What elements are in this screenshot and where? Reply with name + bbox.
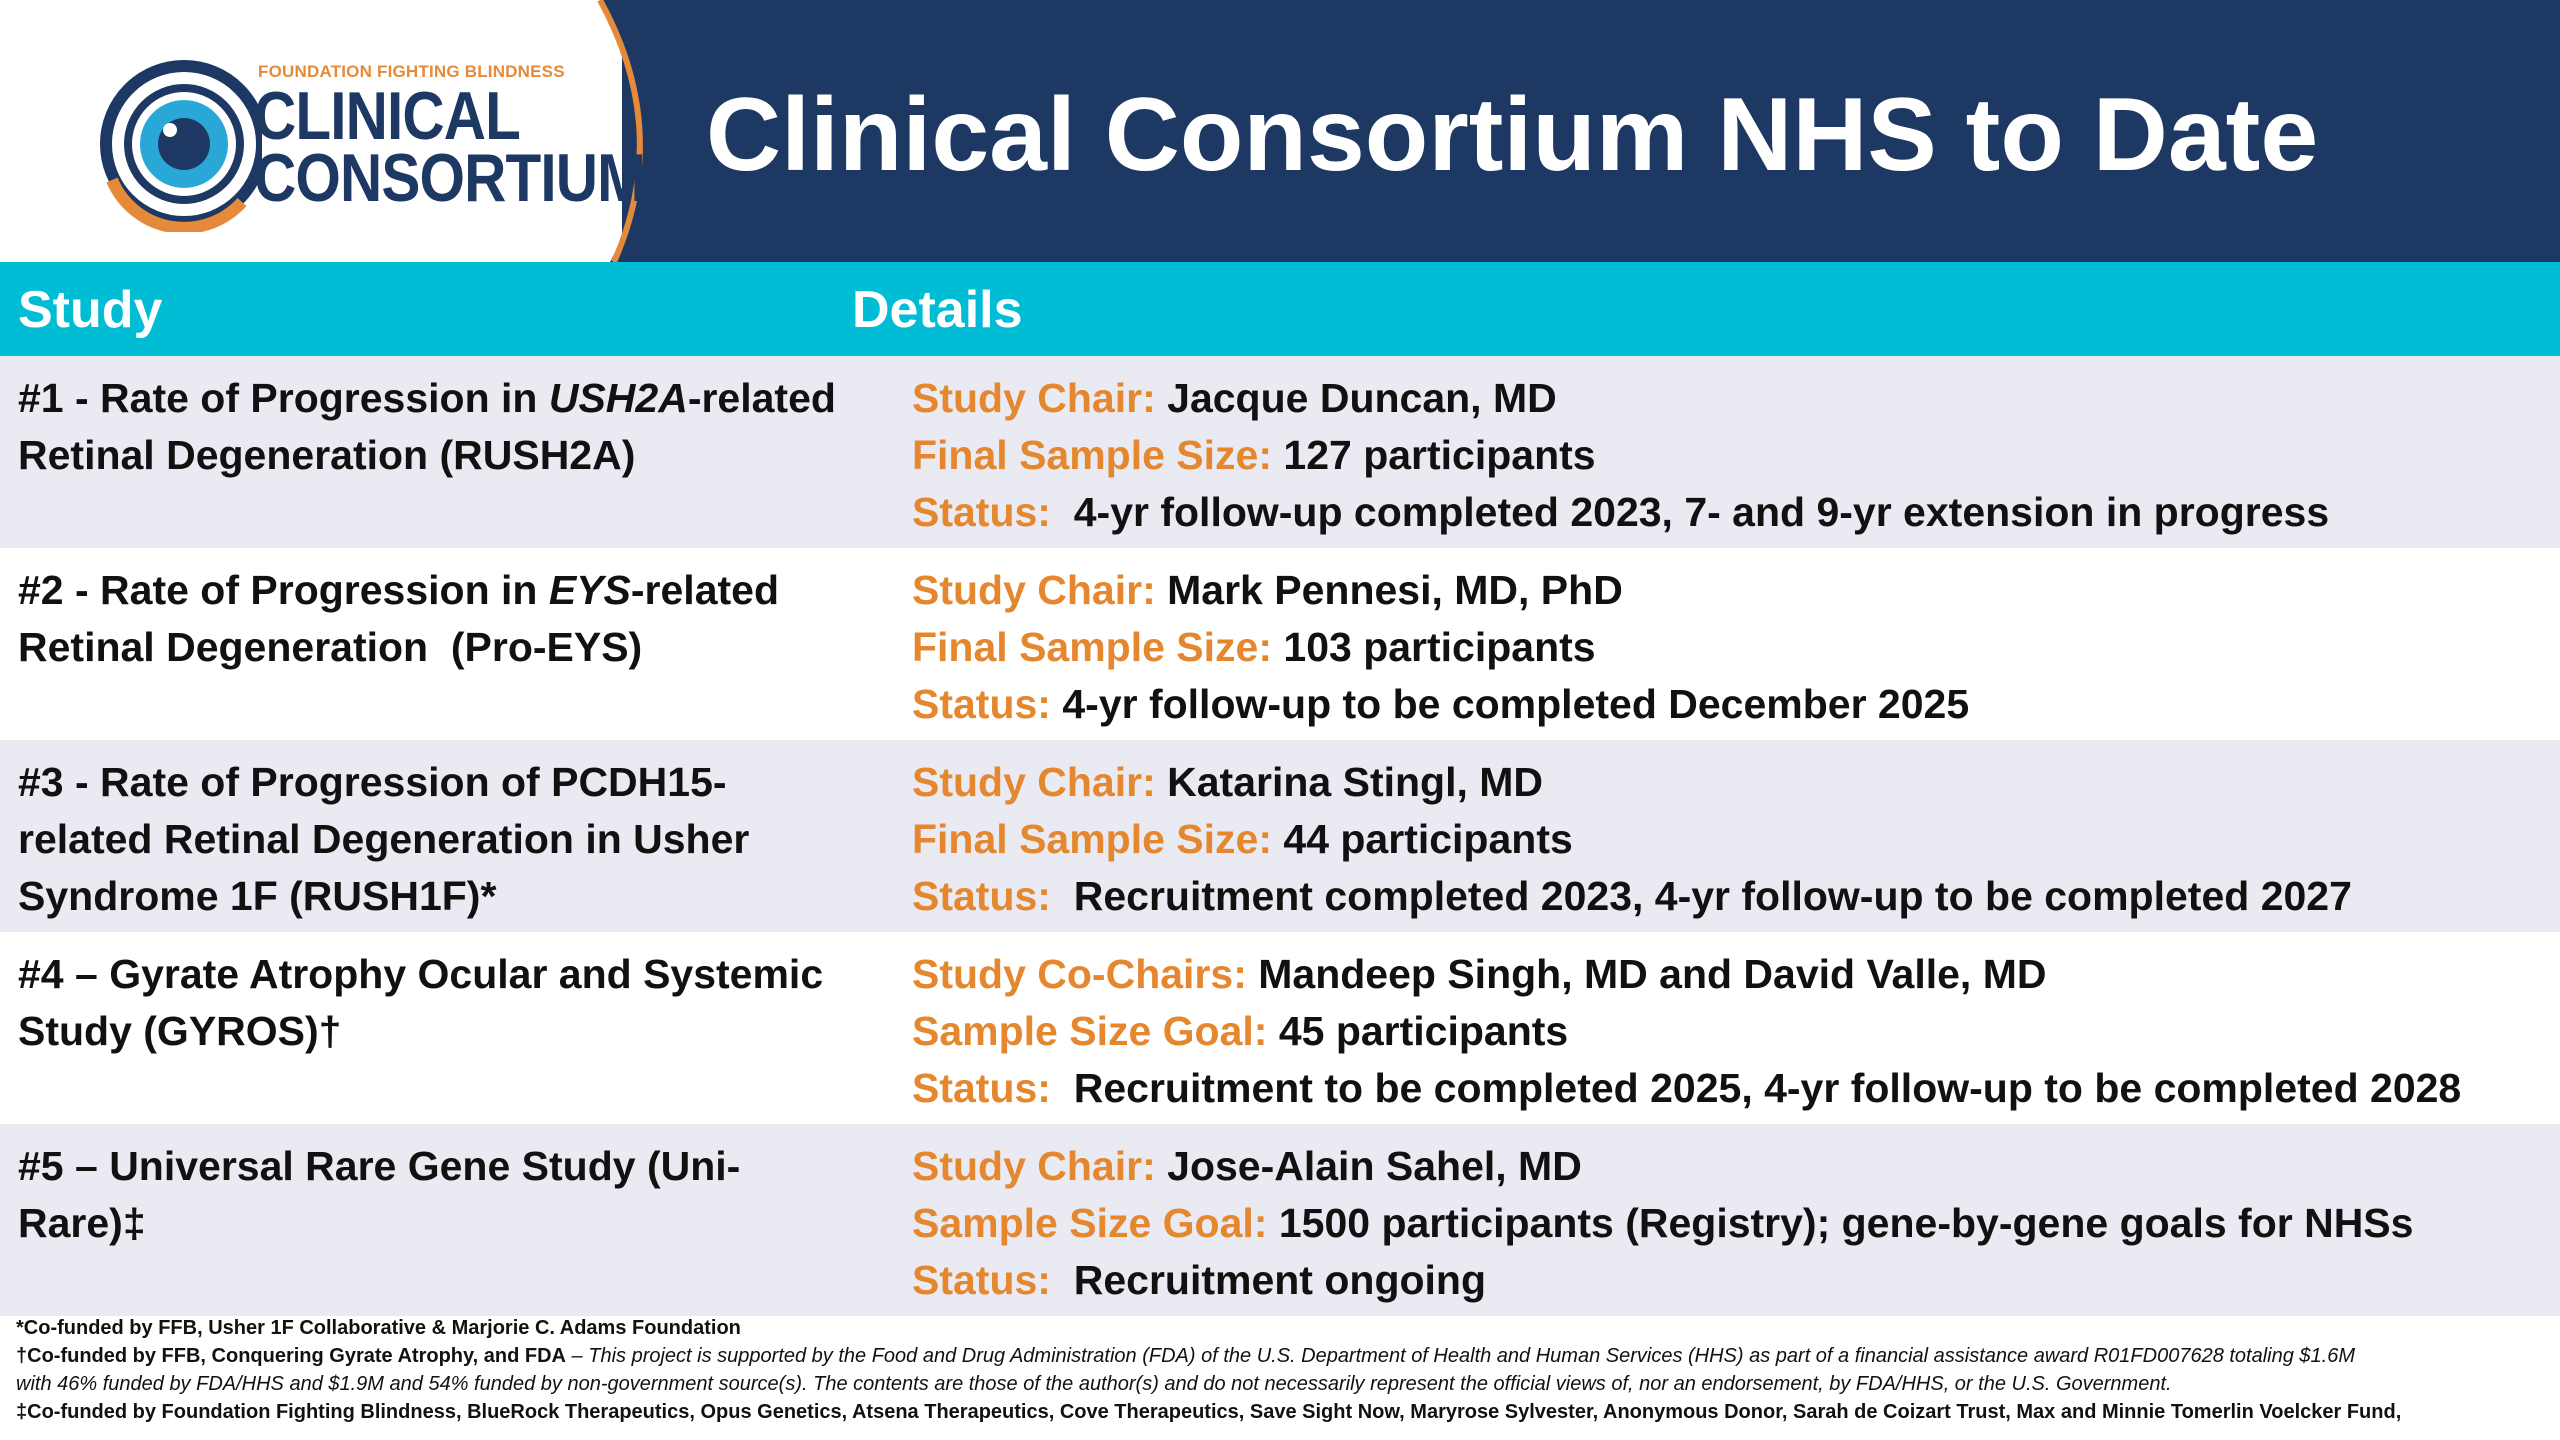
detail-label: Final Sample Size: bbox=[912, 624, 1272, 670]
study-details bbox=[912, 370, 2552, 541]
footnote-1: *Co-funded by FFB, Usher 1F Collaborative & Marjorie C. Adams Foundation bbox=[16, 1317, 741, 1339]
detail-value: 44 participants bbox=[1272, 816, 1573, 862]
detail-value: Mandeep Singh, MD and David Valle, MD bbox=[1246, 951, 2047, 997]
detail-value: Jacque Duncan, MD bbox=[1155, 375, 1557, 421]
study-details bbox=[912, 562, 2552, 733]
table-row bbox=[0, 548, 2560, 740]
detail-value: 45 participants bbox=[1267, 1008, 1569, 1054]
footnote-2-continued: with 46% funded by FDA/HHS and $1.9M and 54% funded by non-government source(s). The contents are those of the author(s) and do not necessarily represent the official views of, nor an endorsement, by FDA/HHS, or the U.S. Government. bbox=[16, 1373, 2172, 1395]
study-name: #2 - Rate of Progression in EYS-related Retinal Degeneration (Pro-EYS) bbox=[18, 567, 791, 670]
study-details bbox=[912, 1138, 2552, 1309]
detail-label: Status: bbox=[912, 1257, 1051, 1303]
detail-label: Status: bbox=[912, 1065, 1051, 1111]
footnotes bbox=[16, 1314, 2546, 1426]
detail-label: Sample Size Goal: bbox=[912, 1200, 1268, 1246]
detail-label: Study Chair: bbox=[912, 1143, 1156, 1189]
detail-value: Recruitment completed 2023, 4-yr follow-up to be completed 2027 bbox=[1050, 873, 2352, 919]
study-details bbox=[912, 946, 2552, 1117]
table-row bbox=[0, 740, 2560, 932]
study-name: #1 - Rate of Progression in USH2A-related Retinal Degeneration (RUSH2A) bbox=[18, 375, 836, 478]
header-bar bbox=[0, 0, 2560, 262]
column-header-details: Details bbox=[852, 281, 1023, 339]
detail-label: Final Sample Size: bbox=[912, 432, 1272, 478]
detail-value: 4-yr follow-up to be completed December 2025 bbox=[1050, 681, 1970, 727]
logo-word-clinical: CLINICAL bbox=[254, 78, 520, 154]
detail-label: Study Chair: bbox=[912, 375, 1156, 421]
detail-value: Katarina Stingl, MD bbox=[1155, 759, 1544, 805]
detail-label: Status: bbox=[912, 873, 1051, 919]
detail-value: Mark Pennesi, MD, PhD bbox=[1155, 567, 1623, 613]
table-row bbox=[0, 356, 2560, 548]
eye-logo-icon bbox=[92, 52, 262, 232]
study-name: #4 – Gyrate Atrophy Ocular and Systemic Study (GYROS)† bbox=[18, 951, 824, 1054]
detail-value: Jose-Alain Sahel, MD bbox=[1155, 1143, 1582, 1189]
logo-word-consortium: CONSORTIUM bbox=[254, 140, 646, 216]
detail-label: Sample Size Goal: bbox=[912, 1008, 1268, 1054]
study-name: #5 – Universal Rare Gene Study (Uni-Rare)‡ bbox=[18, 1143, 741, 1246]
detail-value: 1500 participants (Registry); gene-by-gene goals for NHSs bbox=[1267, 1200, 2414, 1246]
detail-value: 4-yr follow-up completed 2023, 7- and 9-yr extension in progress bbox=[1050, 489, 2330, 535]
table-row bbox=[0, 1124, 2560, 1316]
footnote-2: †Co-funded by FFB, Conquering Gyrate Atrophy, and FDA – This project is supported by the Food and Drug Administration (FDA) of the U.S. Department of Health and Human Services (HHS) as part of a financial assistance award R01FD007628 totaling $1.6M bbox=[16, 1345, 2356, 1367]
detail-value: 103 participants bbox=[1272, 624, 1596, 670]
table-header bbox=[0, 262, 2560, 356]
table-row bbox=[0, 932, 2560, 1124]
detail-value: Recruitment ongoing bbox=[1050, 1257, 1487, 1303]
footnote-3: ‡Co-funded by Foundation Fighting Blindness, BlueRock Therapeutics, Opus Genetics, Atsena Therapeutics, Cove Therapeutics, Save Sight Now, Maryrose Sylvester, Anonymous Donor, Sarah de Coizart Trust, Max and Minnie Tomerlin Voelcker Fund, bbox=[16, 1401, 2402, 1423]
study-details bbox=[912, 754, 2552, 925]
detail-label: Study Co-Chairs: bbox=[912, 951, 1247, 997]
page-title: Clinical Consortium NHS to Date bbox=[706, 77, 2319, 193]
detail-label: Status: bbox=[912, 489, 1051, 535]
study-name: #3 - Rate of Progression of PCDH15-related Retinal Degeneration in Usher Syndrome 1F (RUSH1F)* bbox=[18, 759, 750, 919]
column-header-study: Study bbox=[18, 281, 163, 339]
detail-value: 127 participants bbox=[1272, 432, 1596, 478]
detail-label: Study Chair: bbox=[912, 759, 1156, 805]
detail-label: Status: bbox=[912, 681, 1051, 727]
detail-label: Study Chair: bbox=[912, 567, 1156, 613]
detail-label: Final Sample Size: bbox=[912, 816, 1272, 862]
detail-value: Recruitment to be completed 2025, 4-yr follow-up to be completed 2028 bbox=[1050, 1065, 2462, 1111]
logo-org-name: FOUNDATION FIGHTING BLINDNESS bbox=[258, 62, 565, 81]
